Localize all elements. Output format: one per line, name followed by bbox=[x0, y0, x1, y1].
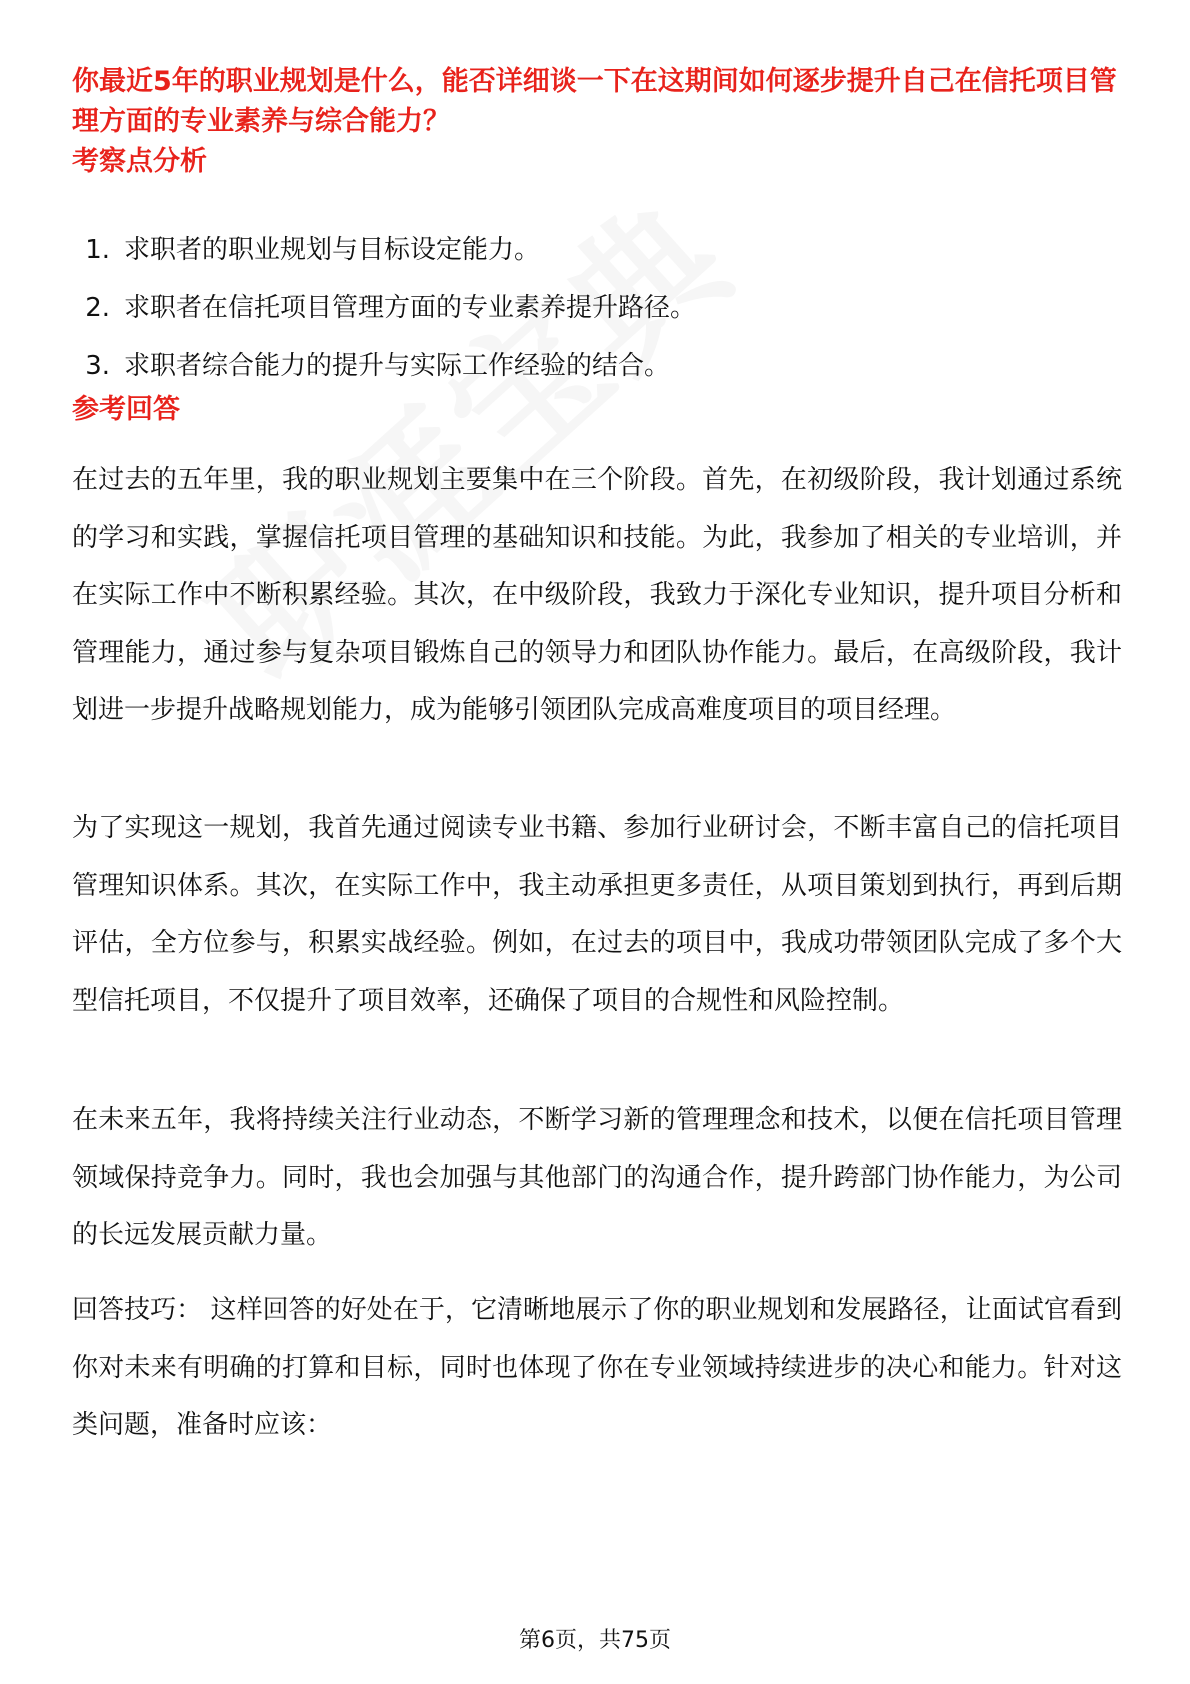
list-item bbox=[72, 230, 1122, 288]
list-item-text: 求职者综合能力的提升与实际工作经验的结合。 bbox=[124, 351, 671, 381]
page-number: 第6页，共75页 bbox=[519, 1628, 671, 1653]
answer-paragraph-2: 为了实现这一规划，我首先通过阅读专业书籍、参加行业研讨会，不断丰富自己的信托项目管理知识体系。其次，在实际工作中，我主动承担更多责任，从项目策划到执行，再到后期评估，全方位参与，积累实战经验。例如，在过去的项目中，我成功带领团队完成了多个大型信托项目，不仅提升了项目效率，还确保了项目的合规性和风险控制。 bbox=[72, 813, 1122, 1016]
analysis-heading: 考察点分析 bbox=[72, 146, 207, 177]
answer-paragraph-3: 在未来五年，我将持续关注行业动态，不断学习新的管理理念和技术，以便在信托项目管理领域保持竞争力。同时，我也会加强与其他部门的沟通合作，提升跨部门协作能力，为公司的长远发展贡献力量。 bbox=[72, 1105, 1122, 1251]
list-item-number: 3. bbox=[85, 351, 110, 381]
answer-paragraph-1: 在过去的五年里，我的职业规划主要集中在三个阶段。首先，在初级阶段，我计划通过系统的学习和实践，掌握信托项目管理的基础知识和技能。为此，我参加了相关的专业培训，并在实际工作中不断积累经验。其次，在中级阶段，我致力于深化专业知识，提升项目分析和管理能力，通过参与复杂项目锻炼自己的领导力和团队协作能力。最后，在高级阶段，我计划进一步提升战略规划能力，成为能够引领团队完成高难度项目的项目经理。 bbox=[72, 465, 1122, 726]
answer-heading: 参考回答 bbox=[72, 394, 180, 425]
list-item bbox=[72, 288, 1122, 346]
analysis-list bbox=[72, 230, 1122, 404]
list-item bbox=[72, 346, 1122, 404]
answer-tips-paragraph: 回答技巧： 这样回答的好处在于，它清晰地展示了你的职业规划和发展路径，让面试官看到你对未来有明确的打算和目标，同时也体现了你在专业领域持续进步的决心和能力。针对这类问题，准备时应该： bbox=[72, 1295, 1122, 1441]
list-item-text: 求职者在信托项目管理方面的专业素养提升路径。 bbox=[124, 293, 697, 323]
list-item-number: 1. bbox=[85, 235, 110, 265]
question-heading: 你最近5年的职业规划是什么，能否详细谈一下在这期间如何逐步提升自己在信托项目管理方面的专业素养与综合能力？ bbox=[72, 66, 1117, 137]
list-item-number: 2. bbox=[85, 293, 110, 323]
list-item-text: 求职者的职业规划与目标设定能力。 bbox=[124, 235, 541, 265]
